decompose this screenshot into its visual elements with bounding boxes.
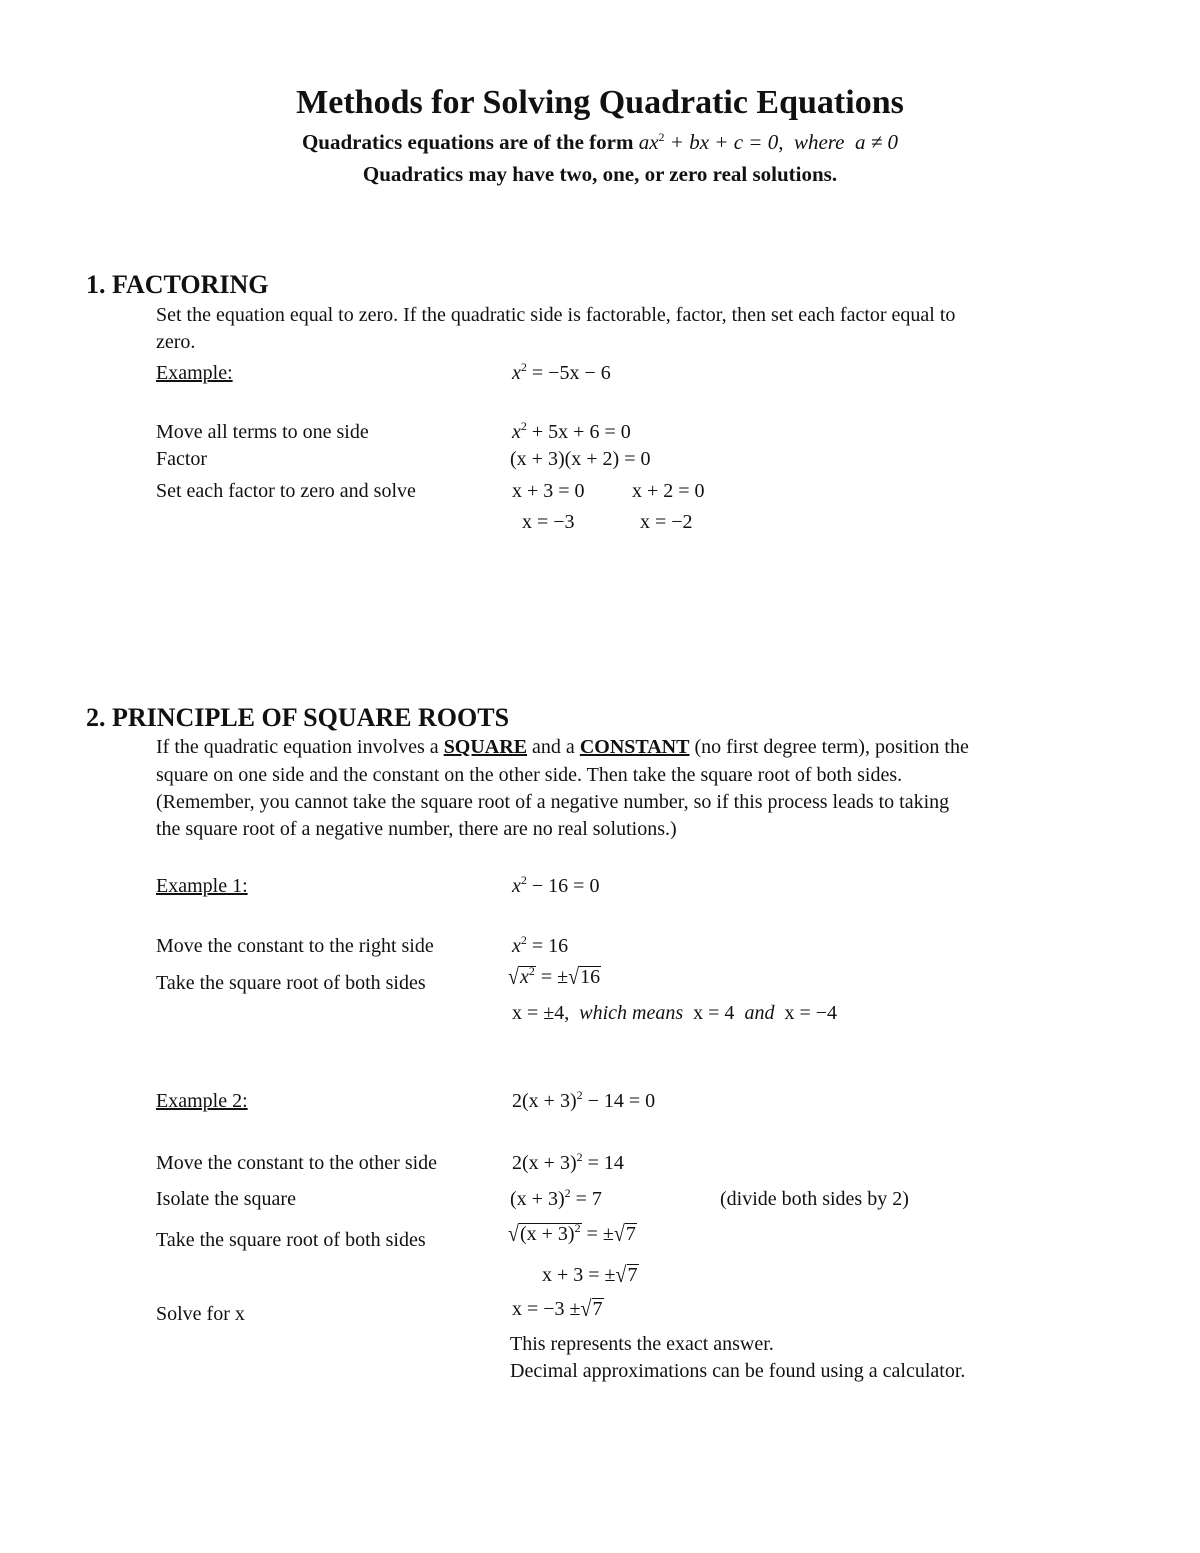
factoring-description-line2: zero.: [156, 331, 196, 353]
solution-a: x = −3: [522, 511, 575, 533]
ex1-step-sqrt-label: Take the square root of both sides: [156, 972, 426, 994]
square-roots-description-line1: If the quadratic equation involves a SQUARE and a CONSTANT (no first degree term), position the: [156, 736, 969, 758]
ex1-step-move-label: Move the constant to the right side: [156, 935, 434, 957]
general-form-equation: $ax^2$ + bx + c = 0, where a ≠ 0: [638, 130, 899, 154]
page-title: Methods for Solving Quadratic Equations: [296, 84, 904, 121]
ex2-step-isolate-note: (divide both sides by 2): [720, 1188, 909, 1210]
ex2-step-move-label: Move the constant to the other side: [156, 1152, 438, 1174]
example1-label: Example 1:: [156, 875, 248, 897]
subtitle-form: [0, 130, 1200, 155]
section-heading-square-roots: 2. PRINCIPLE OF SQUARE ROOTS: [86, 703, 510, 732]
ex2-step-sqrt-label: Take the square root of both sides: [156, 1229, 426, 1251]
example2-label: Example 2:: [156, 1090, 248, 1112]
keyword-constant: CONSTANT: [579, 736, 690, 758]
solution-b: x = −2: [640, 511, 693, 533]
example2-equation: $2(x + 3)^2 - 14 = 0$: [512, 1088, 656, 1112]
step-factor-label: Factor: [156, 448, 208, 470]
ex1-step-sqrt-equation: $√x^2 = \pm√16$: [508, 964, 601, 990]
square-roots-description-line3: (Remember, you cannot take the square root of a negative number, so if this process leads to taking: [156, 791, 950, 813]
ex2-step-solve-equation: x = −3 ±√7: [512, 1296, 603, 1322]
step-solve-equation-a: x + 3 = 0: [512, 480, 585, 502]
ex2-step-sqrt-result: x + 3 = ±√7: [542, 1262, 638, 1288]
ex2-step-sqrt-equation: $√(x + 3)^2 = \pm√7$: [508, 1221, 636, 1247]
section-heading-factoring: 1. FACTORING: [86, 270, 269, 299]
subtitle-form-text: Quadratics equations are of the form: [301, 130, 634, 154]
ex2-step-move-equation: $2(x + 3)^2 = 14$: [512, 1150, 624, 1174]
step-solve-equation-b: x + 2 = 0: [632, 480, 705, 502]
decimal-approx-note: Decimal approximations can be found using a calculator.: [510, 1360, 966, 1382]
square-roots-description-line2: square on one side and the constant on the other side. Then take the square root of both sides.: [156, 764, 903, 786]
step-solve-label: Set each factor to zero and solve: [156, 480, 416, 502]
ex2-step-isolate-equation: $(x + 3)^2 = 7$: [510, 1186, 602, 1210]
square-roots-description-line4: the square root of a negative number, there are no real solutions.): [156, 818, 677, 840]
ex2-step-solve-label: Solve for x: [156, 1303, 245, 1325]
ex1-result: x = ±4, which means x = 4 and x = −4: [512, 1002, 837, 1024]
keyword-square: SQUARE: [443, 736, 528, 758]
step-move-terms-label: Move all terms to one side: [156, 421, 369, 443]
step-move-terms-equation: $x^2 + 5x + 6 = 0$: [512, 419, 631, 443]
ex1-step-move-equation: $x^2 = 16$: [512, 933, 569, 957]
subtitle-solutions: Quadratics may have two, one, or zero real solutions.: [362, 162, 838, 186]
step-factor-equation: (x + 3)(x + 2) = 0: [510, 448, 651, 470]
factoring-description-line1: Set the equation equal to zero. If the quadratic side is factorable, factor, then set each factor equal to: [156, 304, 956, 326]
example1-equation: $x^2 - 16 = 0$: [512, 873, 600, 897]
exact-answer-note: This represents the exact answer.: [510, 1333, 774, 1355]
ex2-step-isolate-label: Isolate the square: [156, 1188, 296, 1210]
factoring-example-label: Example:: [156, 362, 233, 384]
factoring-example-equation: $x^2 = -5x - 6$: [512, 360, 611, 384]
